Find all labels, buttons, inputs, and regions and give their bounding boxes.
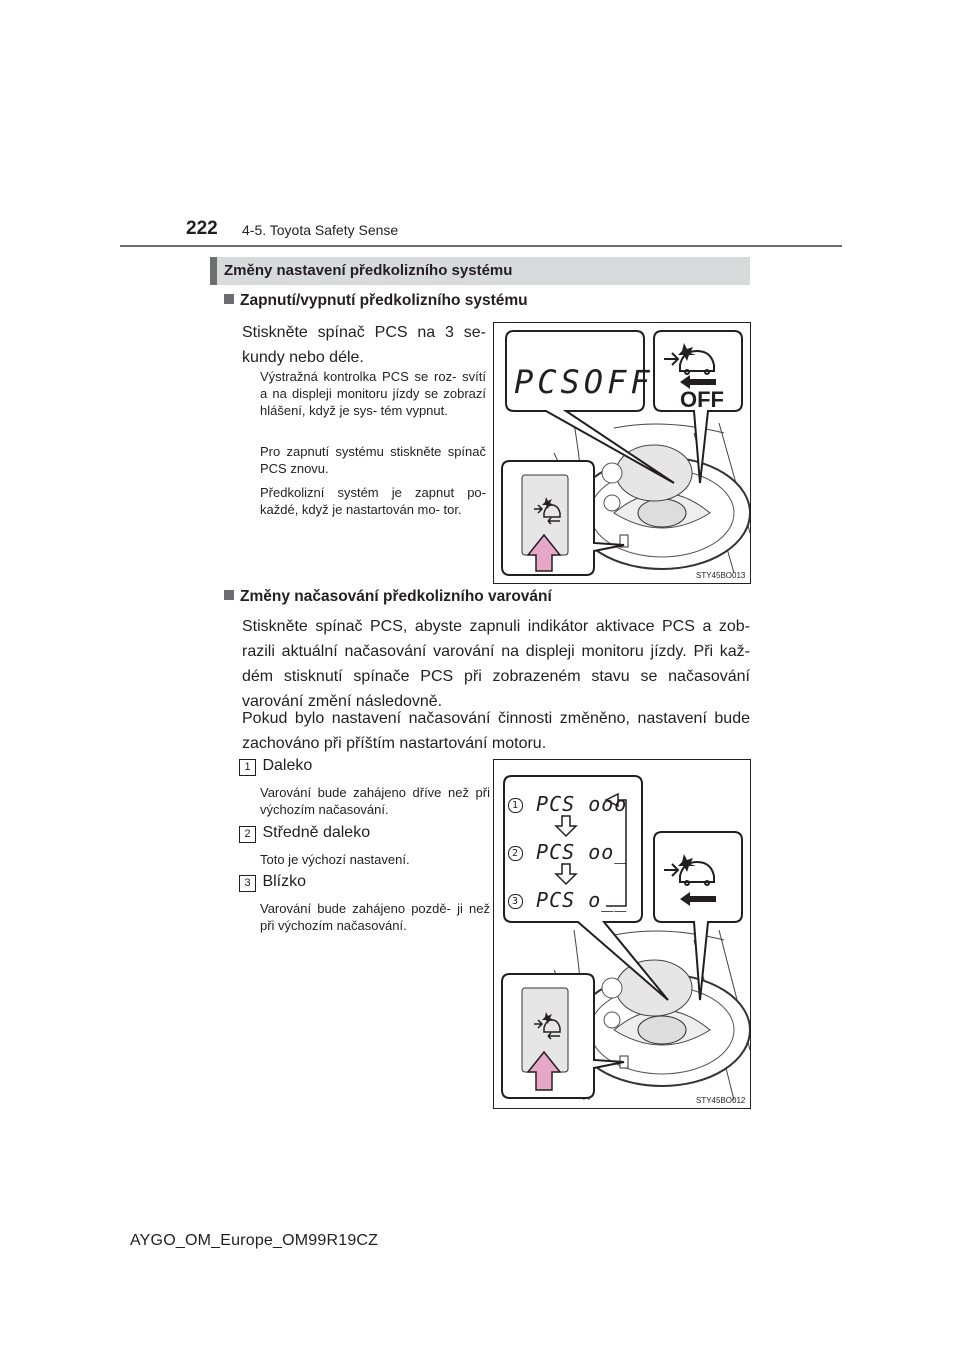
square-bullet-icon — [224, 590, 234, 600]
block2-heading — [224, 588, 552, 606]
display-row-text: PCS oo_ — [536, 840, 628, 864]
item-number-badge: 3 — [239, 875, 256, 892]
display-row-number: 2 — [508, 846, 523, 861]
block1-note-2: Pro zapnutí systému stiskněte spínač PCS znovu. — [260, 444, 486, 476]
display-row-text: PCS ooo — [536, 792, 628, 816]
item-2-desc: Toto je výchozí nastavení. — [260, 852, 410, 867]
display-row-1 — [508, 792, 627, 816]
item-3 — [239, 873, 306, 892]
section-title: 4-5. Toyota Safety Sense — [242, 222, 399, 238]
document-id: AYGO_OM_Europe_OM99R19CZ — [130, 1232, 379, 1249]
item-3-desc: Varování bude zahájeno pozdě- ji než při výchozím načasování. — [260, 901, 490, 933]
item-1-desc: Varování bude zahájeno dříve než při výchozím načasování. — [260, 785, 490, 817]
figure-code: STY45BO012 — [696, 1096, 746, 1105]
block2-para1: Stiskněte spínač PCS, abyste zapnuli indikátor aktivace PCS a zob- razili aktuální načasování varování na displeji monitoru jízdy. Při kaž- dém stisknutí spínače PCS při zobrazeném stavu se načasování varování změní následovně. — [242, 618, 750, 710]
display-row-3 — [508, 888, 627, 912]
item-1 — [239, 757, 312, 776]
display-row-2 — [508, 840, 627, 864]
block2-heading-text: Změny načasování předkolizního varování — [240, 588, 552, 605]
display-row-number: 3 — [508, 894, 523, 909]
item-number-badge: 1 — [239, 759, 256, 776]
block1-heading-text: Zapnutí/vypnutí předkolizního systému — [240, 292, 528, 309]
block1-instruction: Stiskněte spínač PCS na 3 se- kundy nebo déle. — [242, 324, 486, 366]
square-bullet-icon — [224, 294, 234, 304]
section-bar — [210, 257, 750, 285]
item-2 — [239, 824, 370, 843]
block2-para2: Pokud bylo nastavení načasování činnosti změněno, nastavení bude zachováno při příštím nastartování motoru. — [242, 710, 750, 752]
off-label: OFF — [680, 387, 724, 412]
block1-note-1: Výstražná kontrolka PCS se roz- svítí a na displeji monitoru jízdy se zobrazí hlášení, když je sys- tém vypnut. — [260, 369, 486, 418]
section-bar-title: Změny nastavení předkolizního systému — [224, 262, 513, 279]
page-number: 222 — [186, 218, 218, 239]
display-row-text: PCS o__ — [536, 888, 628, 912]
block1-heading — [224, 292, 528, 310]
pcs-off-display-text: PCSOFF — [514, 363, 654, 401]
display-row-number: 1 — [508, 798, 523, 813]
figure-pcs-timing — [493, 759, 751, 1109]
section-bar-accent — [210, 257, 217, 285]
header-rule — [120, 245, 842, 247]
block1-note-3: Předkolizní systém je zapnut po- každé, když je nastartován mo- tor. — [260, 485, 486, 517]
item-label: Daleko — [262, 757, 313, 774]
figure-pcs-off-drawing — [494, 323, 750, 583]
item-number-badge: 2 — [239, 826, 256, 843]
figure-pcs-off — [493, 322, 751, 584]
item-label: Blízko — [262, 873, 307, 890]
figure-code: STY45BO013 — [696, 571, 746, 580]
item-label: Středně daleko — [262, 824, 371, 841]
